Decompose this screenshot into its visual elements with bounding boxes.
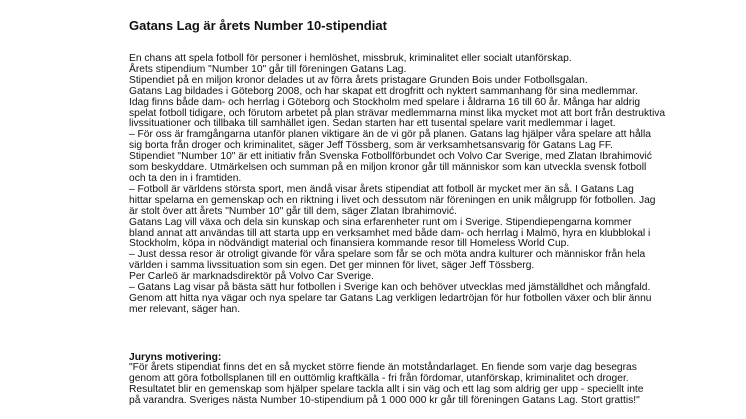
body-line: Genom att hitta nya vägar och nya spelare tar Gatans Lag verkligen ledartröjan för hur fotbollen växer och blir ännu bbox=[129, 292, 652, 304]
body-line: Stockholm, köpa in nödvändigt material och finansiera kommande resor till Homeless World Cup. bbox=[129, 238, 570, 250]
body-line: spelat fotboll tidigare, och förutom arbetet på plan strävar medlemmarna minst lika mycket mot att bort från destruktiva bbox=[129, 107, 666, 119]
body-line: Stipendiet på en miljon kronor delades ut av förra årets pristagare Grunden Bois under Fotbollsgalan. bbox=[129, 74, 588, 86]
body-line: – Just dessa resor är otroligt givande för våra spelare som får se och möta andra kulturer och människor från hela bbox=[129, 249, 646, 261]
motivation-line: på varandra. Sveriges nästa Number 10-stipendium på 1 000 000 kr går till föreningen Gatans Lag. Stort grattis!" bbox=[129, 394, 640, 406]
body-line: Idag finns både dam- och herrlag i Göteborg och Stockholm med spelare i åldrarna 16 till 60 år. Många har aldrig bbox=[129, 96, 641, 108]
motivation-line: genom att göra fotbollsplanen till en outtömlig kraftkälla - fri från fördomar, utanförskap, kriminalitet och droger. bbox=[129, 372, 629, 384]
body-line: – Fotboll är världens största sport, men ändå visar årets stipendiat att fotboll är mycket mer än så. I Gatans Lag bbox=[129, 183, 634, 195]
motivation-line: "För årets stipendiat finns det en så mycket större fiende än motståndarlaget. En fiende som varje dag besegras bbox=[129, 362, 637, 373]
body-line: och ta den in i framtiden. bbox=[129, 172, 242, 184]
body-line: livssituationer och tillbaka till samhället igen. Sedan starten har ett tusental spelare varit medlemmar i laget. bbox=[129, 118, 616, 130]
body-line: som beskyddare. Utmärkelsen och summan på en miljon kronor går till människor som kan utveckla svensk fotboll bbox=[129, 162, 647, 174]
body-line: – För oss är framgångarna utanför planen viktigare än de vi gör på planen. Gatans lag hjälper våra spelare att hålla bbox=[129, 129, 651, 141]
article-body bbox=[129, 54, 729, 316]
body-line: Stipendiet "Number 10" är ett initiativ från Svenska Fotbollförbundet och Volvo Car Sverige, med Zlatan Ibrahimović bbox=[129, 151, 652, 163]
body-line: hittar spelarna en gemenskap och en riktning i livet och dessutom när föreningen en unik målgrupp för fotbollen. Jag bbox=[129, 194, 656, 206]
body-line: Årets stipendium "Number 10" går till föreningen Gatans Lag. bbox=[129, 63, 407, 75]
body-line: Gatans Lag bildades i Göteborg 2008, och har skapat ett drogfritt och nyktert sammanhang för sina medlemmar. bbox=[129, 85, 638, 97]
body-line: Per Carleö är marknadsdirektör på Volvo Car Sverige. bbox=[129, 271, 374, 283]
page-title: Gatans Lag är årets Number 10-stipendiat bbox=[129, 18, 387, 33]
body-line: bland annat att användas till att starta upp en verksamhet med både dam- och herrlag i Malmö, hyra en klubblokal i bbox=[129, 227, 651, 239]
body-line: Gatans Lag vill växa och dela sin kunskap och sina erfarenheter runt om i Sverige. Stipendiepengarna kommer bbox=[129, 216, 632, 228]
jury-motivation-text bbox=[129, 363, 729, 407]
jury-motivation-heading: Juryns motivering: bbox=[129, 352, 222, 363]
body-line: är stolt över att årets "Number 10" går till dem, säger Zlatan Ibrahimović. bbox=[129, 205, 458, 217]
body-line: sig borta från droger och kriminalitet, säger Jeff Tössberg, som är verksamhetsansvarig för Gatans Lag FF. bbox=[129, 140, 613, 152]
body-line: – Gatans Lag visar på bästa sätt hur fotbollen i Sverige kan och behöver utvecklas med jämställdhet och mångfald. bbox=[129, 282, 651, 294]
body-line: En chans att spela fotboll för personer i hemlöshet, missbruk, kriminalitet eller socialt utanförskap. bbox=[129, 53, 572, 64]
motivation-line: Resultatet blir en gemenskap som hjälper spelare tackla allt i sin väg och ett lag som aldrig ger upp - speciellt inte bbox=[129, 383, 644, 395]
body-line: världen i samma livssituation som sin egen. Det ger minnen för livet, säger Jeff Tössberg. bbox=[129, 260, 535, 272]
body-line: mer relevant, säger han. bbox=[129, 303, 241, 315]
